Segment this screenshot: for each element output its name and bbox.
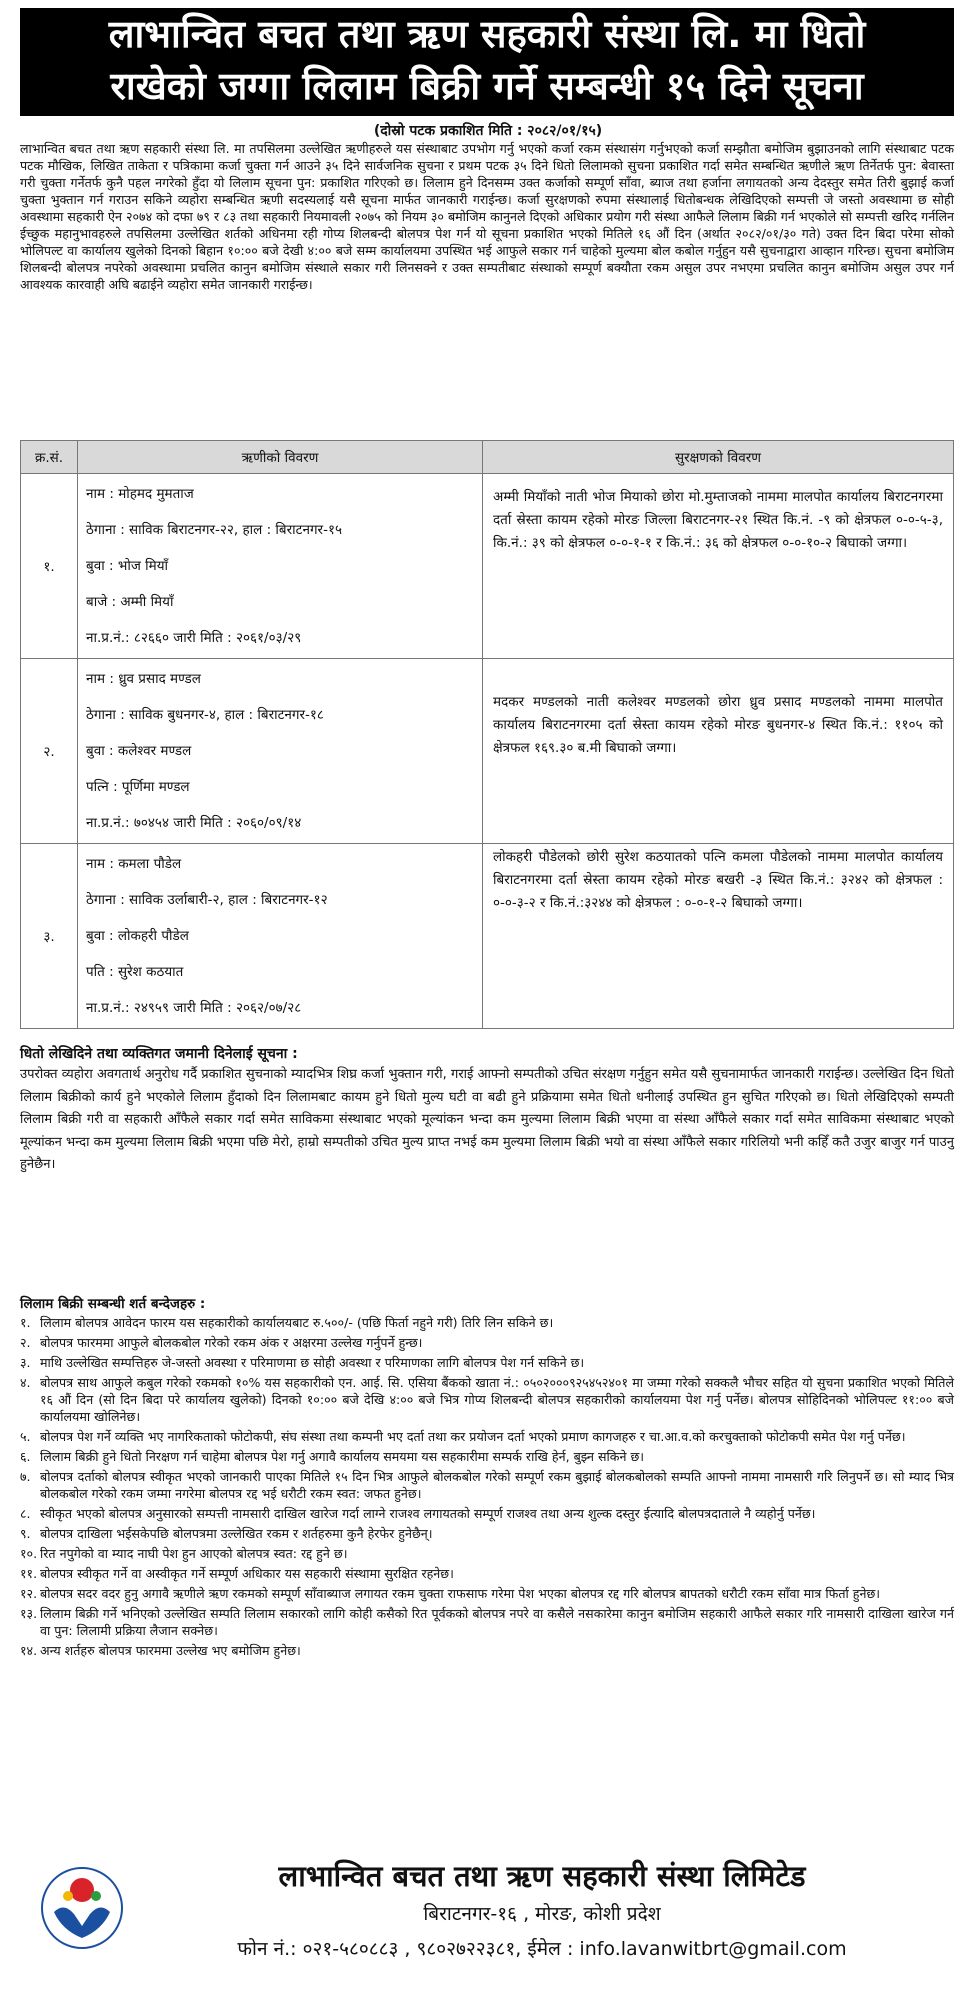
list-item bbox=[20, 1585, 954, 1602]
borrower-father: बुवा : भोज मियाँ bbox=[86, 558, 169, 574]
term-number: ११. bbox=[20, 1566, 38, 1581]
term-number: १३. bbox=[20, 1606, 38, 1621]
publication-date: (दोस्रो पटक प्रकाशित मिति : २०८२/०१/१५) bbox=[373, 123, 603, 139]
guarantor-notice-heading: धितो लेखिदिने तथा व्यक्तिगत जमानी दिनेलाई सूचना : bbox=[20, 1046, 298, 1062]
collateral-text: अम्मी मियाँको नाती भोज मियाको छोरा मो.मुम्ताजको नाममा मालपोत कार्यालय बिराटनगरमा दर्ता स्रेस्ता कायम रहेको मोरङ जिल्ला बिराटनगर-२१ स्थित कि.नं. -९ को क्षेत्रफल ०-०-५-३, कि.नं.: ३९ को क्षेत्रफल ०-०-१-१ र कि.नं.: ३६ को क्षेत्रफल ०-०-१०-२ बिघाको जग्गा। bbox=[493, 489, 943, 551]
footer-contact: फोन नं.: ०२१-५८०८८३ , ९८०२७२२३८१, ईमेल : info.lavanwitbrt@gmail.com bbox=[237, 1938, 847, 1960]
list-item bbox=[20, 1334, 954, 1351]
title-line-1: लाभान्वित बचत तथा ऋण सहकारी संस्था लि. मा धितो bbox=[108, 12, 866, 56]
borrower-address: ठेगाना : साविक बिराटनगर-२२, हाल : बिराटनगर-१५ bbox=[86, 522, 342, 538]
intro-paragraph: लाभान्वित बचत तथा ऋण सहकारी संस्था लि. मा तपसिलमा उल्लेखित ऋणीहरुले यस संस्थाबाट उपभोग गर्नु भएको कर्जा रकम संस्थासंग गर्नुभएको कर्जा सम्झौता बमोजिम बुझाउनको लागि संस्थाबाट पटक पटक मौखिक, लिखित ताकेता र पत्रिकामा कर्जा चुक्ता गर्न आउने ३५ दिने सार्वजनिक सुचना र प्रथम पटक ३५ दिने धितो लिलामको सुचना प्रकाशित गर्दा समेत सम्बन्धित ऋणीले ऋण तिर्नेतर्फ पुन: बेवास्ता गरी चुक्ता गर्नेतर्फ कुनै पहल नगरेको हुँदा यो लिलाम सूचना पुन: प्रकाशित गरिएको छ। लिलाम हुने दिनसम्म उक्त कर्जाको सम्पूर्ण साँवा, ब्याज तथा हर्जाना लगायतको अन्य देदस्तुर समेत तिरी बुझाई कर्जा चुक्ता भुक्तान गर्न गराउन सकिने व्यहोरा सम्बन्धित ऋणी सदस्यलाई यसै सूचना मार्फत जानकारी गराईन्छ। कर्जा सुरक्षणको रुपमा संस्थालाई धितोबन्धक लेखिदिएको सम्पत्ती जे जस्तो अवस्थामा छ सोही अवस्थामा सहकारी ऐन २०७४ को दफा ७९ र ८३ तथा सहकारी नियमावली २०७५ को नियम ३० बमोजिम कानुनले दिएको अधिकार प्रयोग गरी संस्था आफैले लिलाम बिक्री गर्न भएकोले सो सम्पत्ती खरिद गर्नलिन ईच्छुक महानुभावहरुले तपसिलमा उल्लेखित शर्तको अधिनमा रही गोप्य शिलबन्दी बोलपत्र पेश गर्न यो सूचना प्रकाशित भएको मितिले १६ औं दिन (अर्थात २०८२/०१/३० गते) उक्त दिन बिदा परेमा सोको भोलिपल्ट वा कार्यालय खुलेको दिनको बिहान १०:०० बजे देखी ४:०० बजे सम्म कार्यालयमा उपस्थित भई आफुले सकार गर्न चाहेको मुल्यमा बोल कबोल गर्नुहुन यसै सुचनाद्वारा आव्हान गरिन्छ। सुचना बमोजिम शिलबन्दी बोलपत्र नपरेको अवस्थामा प्रचलित कानुन बमोजिम संस्थाले सकार गरी लिनसक्ने र उक्त सम्पतीबाट संस्थाको सम्पूर्ण बक्यौता रकम असुल उपर नभएमा प्रचलित कानुन बमोजिम असुल उपर गर्न आवश्यक कारवाही अघि बढाईने व्यहोरा समेत जानकारी गराईन्छ। bbox=[20, 141, 955, 292]
term-text: माथि उल्लेखित सम्पत्तिहरु जे-जस्तो अवस्था र परिमाणमा छ सोही अवस्था र परिमाणका लागि बोलपत्र पेश गर्न सकिने छ। bbox=[40, 1355, 585, 1370]
row-sn: ३. bbox=[21, 844, 78, 1029]
term-text: स्वीकृत भएको बोलपत्र अनुसारको सम्पत्ती नामसारी दाखिल खारेज गर्दा लाग्ने राजश्व लगायतको सम्पूर्ण राजश्व तथा अन्य शुल्क दस्तुर ईत्यादि बोलपत्रदाताले नै व्यहोर्नु पर्नेछ। bbox=[40, 1506, 816, 1521]
terms-list bbox=[20, 1314, 954, 1662]
row-sn: २. bbox=[21, 659, 78, 844]
term-number: ८. bbox=[20, 1506, 31, 1521]
term-number: २. bbox=[20, 1335, 31, 1350]
list-item bbox=[20, 1468, 954, 1502]
term-number: १२. bbox=[20, 1586, 38, 1601]
term-text: अन्य शर्तहरु बोलपत्र फारममा उल्लेख भए बमोजिम हुनेछ। bbox=[40, 1643, 301, 1658]
header-borrower: ऋणीको विवरण bbox=[78, 441, 483, 474]
term-text: बोलपत्र सदर वदर हुनु अगावै ऋणीले ऋण रकमको सम्पूर्ण साँवाब्याज लगायत रकम चुक्ता राफसाफ गरेमा पेश भएका बोलपत्र रद्द गरि बोलपत्र बापतको धरौटी रकम साँवा मात्र फिर्ता हुनेछ। bbox=[40, 1586, 881, 1601]
term-number: ४. bbox=[20, 1375, 31, 1390]
borrower-name: नाम : मोहमद मुमताज bbox=[86, 486, 194, 502]
footer-org-name: लाभान्वित बचत तथा ऋण सहकारी संस्था लिमिटेड bbox=[278, 1859, 806, 1893]
collateral-text: लोकहरी पौडेलको छोरी सुरेश कठयातको पत्नि कमला पौडेलको नाममा मालपोत कार्यालय बिराटनगरमा दर्ता स्रेस्ता कायम रहेको मोरङ बखरी -३ स्थित कि.नं.: ३२४२ को क्षेत्रफल : ०-०-३-२ र कि.नं.:३२४४ को क्षेत्रफल : ०-०-१-२ बिघाको जग्गा। bbox=[493, 849, 943, 911]
term-number: ३. bbox=[20, 1355, 31, 1370]
borrower-father: बुवा : कलेश्वर मण्डल bbox=[86, 743, 192, 759]
term-text: लिलाम बोलपत्र आवेदन फारम यस सहकारीको कार्यालयबाट रु.५००/- (पछि फिर्ता नहुने गरी) तिरि लिन सकिने छ। bbox=[40, 1315, 554, 1330]
borrower-name: नाम : कमला पौडेल bbox=[86, 856, 182, 872]
borrower-table bbox=[20, 440, 954, 1029]
borrower-address: ठेगाना : साविक उर्लाबारी-२, हाल : बिराटनगर-१२ bbox=[86, 892, 328, 908]
term-text: बोलपत्र साथ आफुले कबुल गरेको रकमको १०% यस सहकारीको एन. आई. सि. एसिया बैंकको खाता नं.: ०५०२०००९२५४५२४०१ मा जम्मा गरेको सक्कलै भौचर सहित यो सुचना प्रकाशित भएको मितिले १६ औं दिन (सो दिन बिदा परे कार्यालय खुलेको) दिनको १०:०० बजे देखि ४:०० बजे भित्र गोप्य शिलबन्दी बोलपत्र सहकारीको कार्यालयमा पेश गर्नु पर्नेछ। बोलपत्र सोहिदिनको भोलिपल्ट ११:०० बजे कार्यालयमा खोलिनेछ। bbox=[40, 1375, 954, 1424]
borrower-relative: पति : सुरेश कठयात bbox=[86, 964, 184, 980]
term-number: ७. bbox=[20, 1469, 31, 1484]
borrower-cell bbox=[78, 659, 483, 844]
row-sn: १. bbox=[21, 474, 78, 659]
term-text: रित नपुगेको वा म्याद नाघी पेश हुन आएको बोलपत्र स्वत: रद्द हुने छ। bbox=[40, 1546, 348, 1561]
title-banner bbox=[20, 8, 954, 116]
borrower-relative: पत्नि : पूर्णिमा मण्डल bbox=[86, 779, 190, 795]
borrower-citizenship: ना.प्र.नं.: ८२६६० जारी मिति : २०६१/०३/२९ bbox=[86, 630, 302, 646]
term-number: १. bbox=[20, 1315, 31, 1330]
borrower-citizenship: ना.प्र.नं.: ७०४५४ जारी मिति : २०६०/०९/१४ bbox=[86, 815, 302, 831]
guarantor-notice-body: उपरोक्त व्यहोरा अवगतार्थ अनुरोध गर्दै प्रकाशित सुचनाको म्यादभित्र शिघ्र कर्जा भुक्तान गरी, गराई आफ्नो सम्पतीको उचित संरक्षण गर्नुहुन समेत यसै सुचनामार्फत जानकारी गराईन्छ। उल्लेखित दिन धितो लिलाम बिक्रीको कार्य हुने भएकोले लिलाम हुँदाको दिन लिलामबाट कायम हुने धितो मुल्य घटी वा बढी हुने प्रक्रियामा समेत धितो धनीलाई उपस्थित हुन सुचित गरिएको छ। धितो लेखिदिएको सम्पती लिलाम बिक्री गरी वा सहकारी आँफैले सकार गर्दा समेत साविकमा संस्थाबाट भएको मूल्यांकन भन्दा कम मुल्यमा लिलाम बिक्री भएमा वा संस्था आँफैले सकार गर्दा समेत साविकमा संस्थाबाट भएको मूल्यांकन भन्दा कम मुल्यमा लिलाम बिक्री भएमा पछि मेरो, हाम्रो सम्पतीको उचित मुल्य प्राप्त नभई कम मुल्यमा लिलाम बिक्री भयो वा संस्था आँफैले सकार गरिलियो भनी कहिँ कतै उजुर बाजुर गर्न पाउनु हुनेछैन। bbox=[20, 1067, 954, 1172]
collateral-cell bbox=[483, 659, 954, 844]
list-item bbox=[20, 1505, 954, 1522]
term-number: १०. bbox=[20, 1546, 38, 1561]
list-item bbox=[20, 1605, 954, 1639]
list-item bbox=[20, 1428, 954, 1445]
borrower-relative: बाजे : अम्मी मियाँ bbox=[86, 594, 174, 610]
collateral-cell bbox=[483, 844, 954, 1029]
terms-heading: लिलाम बिक्री सम्बन्धी शर्त बन्देजहरु : bbox=[20, 1296, 206, 1312]
table-row bbox=[21, 844, 954, 1029]
term-text: लिलाम बिक्री गर्ने भनिएको उल्लेखित सम्पति लिलाम सकारको लागि कोही कसैको रित पूर्वकको बोलपत्र नपरे वा कसैले नसकारेमा कानुन बमोजिम सहकारी आफैले सकार गरि नामसारी दाखिला खारेज गर्न वा पुन: लिलामी प्रक्रिया लैजान सक्नेछ। bbox=[40, 1606, 954, 1638]
term-text: बोलपत्र पेश गर्ने व्यक्ति भए नागरिकताको फोटोकपी, संघ संस्था तथा कम्पनी भए दर्ता तथा कर प्रयोजन दर्ता भएको प्रमाण कागजहरु र चा.आ.व.को करचुक्ताको फोटोकपी समेत पेश गर्नु पर्नेछ। bbox=[40, 1429, 906, 1444]
list-item bbox=[20, 1354, 954, 1371]
table-row bbox=[21, 474, 954, 659]
header-collateral: सुरक्षणको विवरण bbox=[483, 441, 954, 474]
table-header-row bbox=[21, 441, 954, 474]
table-row bbox=[21, 659, 954, 844]
list-item bbox=[20, 1448, 954, 1465]
borrower-name: नाम : ध्रुव प्रसाद मण्डल bbox=[86, 671, 201, 687]
header-sn: क्र.सं. bbox=[21, 441, 78, 474]
list-item bbox=[20, 1374, 954, 1425]
footer-address: बिराटनगर-१६ , मोरङ, कोशी प्रदेश bbox=[423, 1903, 661, 1925]
borrower-cell bbox=[78, 474, 483, 659]
term-text: बोलपत्र दाखिला भईसकेपछि बोलपत्रमा उल्लेखित रकम र शर्तहरुमा कुनै हेरफेर हुनेछैन्। bbox=[40, 1526, 433, 1541]
footer bbox=[40, 1858, 954, 1988]
borrower-address: ठेगाना : साविक बुधनगर-४, हाल : बिराटनगर-१८ bbox=[86, 707, 324, 723]
term-text: बोलपत्र दर्ताको बोलपत्र स्वीकृत भएको जानकारी पाएका मितिले १५ दिन भित्र आफुले बोलकबोल गरेको सम्पूर्ण रकम बुझाई बोलकबोलको सम्पति आफ्नो नाममा नामसारी गरि लिनुपर्ने छ। सो म्याद भित्र बोलकबोल गरेको रकम जम्मा नगरेमा बोलपत्र रद्द भई धरौटी रकम स्वत: जफत हुनेछ। bbox=[40, 1469, 954, 1501]
borrower-father: बुवा : लोकहरी पौडेल bbox=[86, 928, 189, 944]
list-item bbox=[20, 1642, 954, 1659]
title-line-2: राखेको जग्गा लिलाम बिक्री गर्ने सम्बन्धी १५ दिने सूचना bbox=[110, 64, 864, 108]
term-text: लिलाम बिक्री हुने धितो निरक्षण गर्न चाहेमा बोलपत्र पेश गर्नु अगावै कार्यालय समयमा यस सहकारीमा सम्पर्क राखि हेर्न, बुझ्न सकिने छ। bbox=[40, 1449, 645, 1464]
term-text: बोलपत्र फारममा आफुले बोलकबोल गरेको रकम अंक र अक्षरमा उल्लेख गर्नुपर्ने हुन्छ। bbox=[40, 1335, 423, 1350]
collateral-text: मदकर मण्डलको नाती कलेश्वर मण्डलको छोरा ध्रुव प्रसाद मण्डलको नाममा मालपोत कार्यालय बिराटनगरमा दर्ता स्रेस्ता कायम रहेको मोरङ बुधनगर-४ स्थित कि.नं.: ११०५ को क्षेत्रफल १६९.३० ब.मी बिघाको जग्गा। bbox=[493, 694, 943, 756]
list-item bbox=[20, 1545, 954, 1562]
term-number: १४. bbox=[20, 1643, 38, 1658]
list-item bbox=[20, 1525, 954, 1542]
list-item bbox=[20, 1314, 954, 1331]
term-number: ५. bbox=[20, 1429, 31, 1444]
borrower-citizenship: ना.प्र.नं.: २४९५९ जारी मिति : २०६२/०७/२८ bbox=[86, 1000, 302, 1016]
term-text: बोलपत्र स्वीकृत गर्ने वा अस्वीकृत गर्ने सम्पूर्ण अधिकार यस सहकारी संस्थामा सुरक्षित रहनेछ। bbox=[40, 1566, 454, 1581]
term-number: ६. bbox=[20, 1449, 31, 1464]
term-number: ९. bbox=[20, 1526, 31, 1541]
cooperative-hands-logo-icon bbox=[40, 1866, 124, 1950]
list-item bbox=[20, 1565, 954, 1582]
collateral-cell bbox=[483, 474, 954, 659]
borrower-cell bbox=[78, 844, 483, 1029]
